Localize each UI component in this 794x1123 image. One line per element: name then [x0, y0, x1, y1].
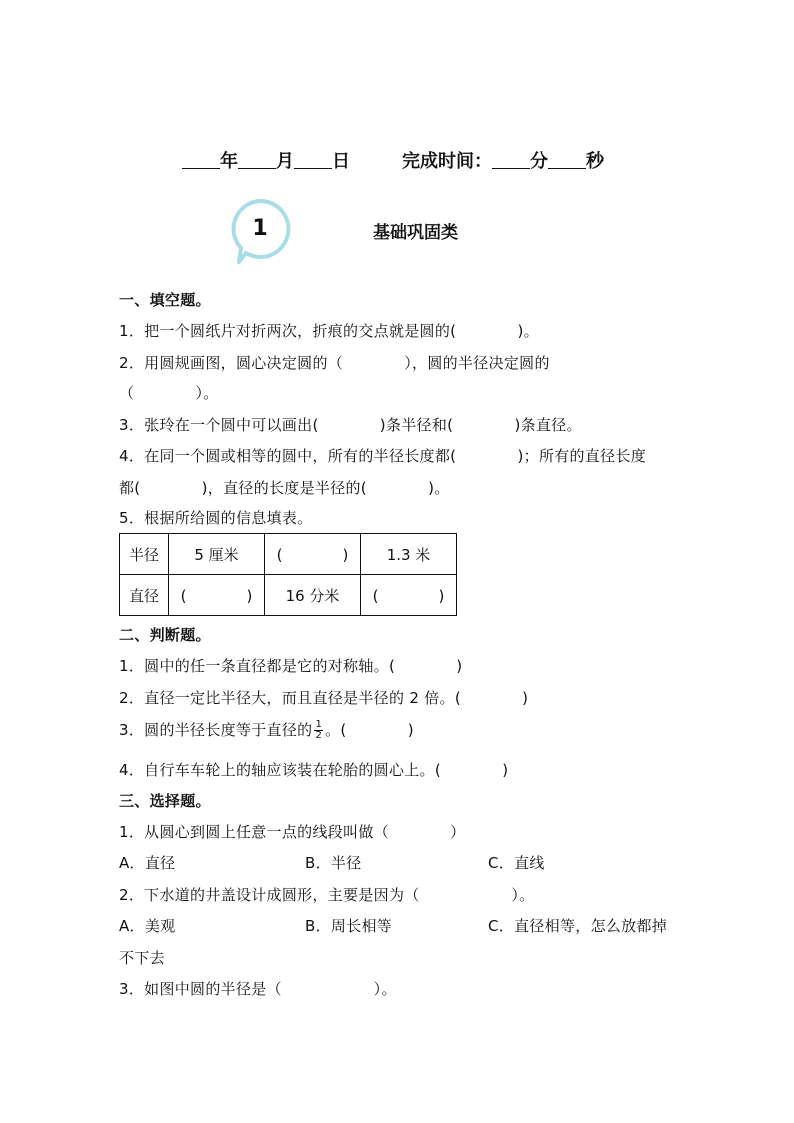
table-cell: 直径 [120, 575, 169, 616]
minute-label: 分 [530, 151, 548, 172]
date-header [182, 147, 604, 173]
s2-question-2: 2．直径一定比半径大，而且直径是半径的 2 倍。( ) [119, 689, 529, 707]
minute-blank[interactable] [492, 150, 530, 169]
time-label: 完成时间： [402, 151, 492, 172]
section3-heading: 三、选择题。 [119, 792, 211, 810]
s2-question-3-text: 3．圆的半径长度等于直径的 [119, 721, 313, 739]
table-row [120, 575, 457, 616]
table-cell: 半径 [120, 534, 169, 575]
s2-question-3-tail: 。( ) [325, 721, 414, 739]
s3-q1-option-c[interactable]: C．直线 [488, 854, 545, 872]
section1-heading: 一、填空题。 [119, 291, 211, 309]
s3-question-3: 3．如图中圆的半径是（ ）。 [119, 980, 397, 998]
second-blank[interactable] [548, 150, 586, 169]
s3-q1-option-a[interactable]: A．直径 [119, 854, 176, 872]
day-label: 日 [332, 151, 350, 172]
table-cell[interactable]: ( ) [265, 534, 361, 575]
s3-question-2: 2．下水道的井盖设计成圆形，主要是因为（ ）。 [119, 886, 535, 904]
s1-question-1: 1．把一个圆纸片对折两次，折痕的交点就是圆的( )。 [119, 322, 539, 340]
section-number: 1 [252, 216, 268, 241]
year-blank[interactable] [182, 150, 220, 169]
table-cell: 16 分米 [265, 575, 361, 616]
fraction-numerator: 1 [315, 719, 323, 730]
year-label: 年 [220, 151, 238, 172]
s1-question-3: 3．张玲在一个圆中可以画出( )条半径和( )条直径。 [119, 416, 582, 434]
s3-q2-option-b[interactable]: B．周长相等 [305, 917, 393, 935]
s3-q2-option-c[interactable]: C．直径相等，怎么放都掉 [488, 917, 668, 935]
section-title: 基础巩固类 [373, 223, 458, 243]
s3-q1-option-b[interactable]: B．半径 [305, 854, 362, 872]
s3-q2-option-a[interactable]: A．美观 [119, 917, 176, 935]
s1-question-4a: 4．在同一个圆或相等的圆中，所有的半径长度都( )；所有的直径长度 [119, 447, 647, 465]
s1-question-2a: 2．用圆规画图，圆心决定圆的（ ），圆的半径决定圆的 [119, 354, 550, 372]
s2-question-3 [119, 720, 414, 741]
s1-question-4b: 都( )，直径的长度是半径的( )。 [119, 479, 450, 497]
table-cell[interactable]: ( ) [361, 575, 457, 616]
month-label: 月 [276, 151, 294, 172]
circle-info-table [119, 533, 457, 616]
fraction-half [314, 720, 323, 741]
s1-question-2b: （ ）。 [119, 384, 219, 402]
fraction-denominator: 2 [315, 730, 323, 741]
s3-q2-option-c-cont: 不下去 [119, 949, 165, 967]
day-blank[interactable] [294, 150, 332, 169]
table-cell: 1.3 米 [361, 534, 457, 575]
table-row [120, 534, 457, 575]
table-cell: 5 厘米 [169, 534, 265, 575]
section2-heading: 二、判断题。 [119, 626, 211, 644]
s2-question-1: 1．圆中的任一条直径都是它的对称轴。( ) [119, 657, 463, 675]
month-blank[interactable] [238, 150, 276, 169]
s3-question-1: 1．从圆心到圆上任意一点的线段叫做（ ） [119, 823, 466, 841]
table-cell[interactable]: ( ) [169, 575, 265, 616]
second-label: 秒 [586, 151, 604, 172]
s2-question-4: 4．自行车车轮上的轴应该装在轮胎的圆心上。( ) [119, 761, 509, 779]
s1-question-5: 5．根据所给圆的信息填表。 [119, 509, 313, 527]
